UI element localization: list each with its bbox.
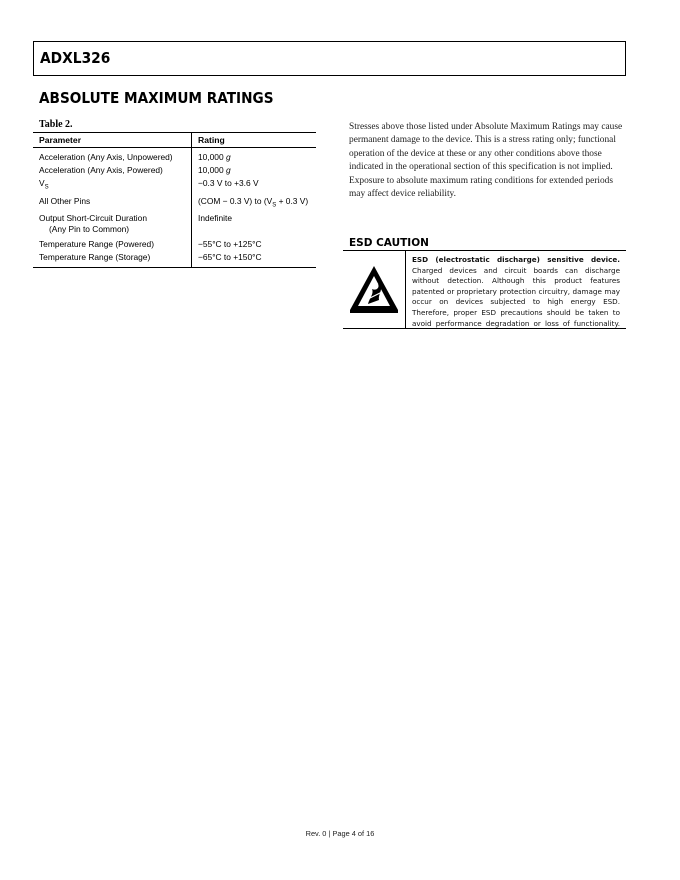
param-line-2: (Any Pin to Common) bbox=[49, 224, 130, 235]
param-cell: Acceleration (Any Axis, Unpowered) bbox=[33, 148, 192, 165]
table-row bbox=[33, 212, 316, 238]
page-footer: Rev. 0 | Page 4 of 16 bbox=[305, 829, 375, 838]
param-cell: All Other Pins bbox=[33, 195, 192, 213]
rating-cell: −55°C to +125°C bbox=[198, 239, 262, 250]
rating-cell: −0.3 V to +3.6 V bbox=[198, 178, 259, 188]
rating-pre: (COM − 0.3 V) to (V bbox=[198, 195, 273, 206]
rating-value: 10,000 bbox=[198, 165, 224, 175]
esd-caution-box bbox=[343, 250, 626, 329]
table-row bbox=[33, 177, 316, 195]
rating-cell: Indefinite bbox=[198, 213, 232, 224]
param-cell: Temperature Range (Storage) bbox=[33, 251, 192, 268]
header-rating: Rating bbox=[192, 133, 317, 148]
esd-warning-icon bbox=[348, 264, 400, 314]
esd-description bbox=[412, 255, 620, 329]
rating-subscript: S bbox=[272, 202, 277, 209]
table-row bbox=[33, 148, 316, 165]
table-caption: Table 2. bbox=[39, 119, 73, 130]
table-row bbox=[33, 238, 316, 251]
param-subscript: S bbox=[44, 184, 49, 191]
rating-cell bbox=[192, 148, 317, 165]
param-line-1: Output Short-Circuit Duration bbox=[39, 213, 147, 224]
esd-icon-cell bbox=[343, 251, 406, 328]
rating-unit: g bbox=[225, 165, 231, 175]
param-symbol: V bbox=[39, 178, 45, 188]
table-row bbox=[33, 164, 316, 177]
table-row bbox=[33, 251, 316, 268]
header-box bbox=[33, 41, 626, 76]
ratings-table bbox=[33, 132, 316, 268]
rating-cell: −65°C to +150°C bbox=[192, 251, 317, 268]
esd-heading: ESD CAUTION bbox=[349, 237, 429, 249]
rating-unit: g bbox=[225, 152, 231, 162]
rating-post: + 0.3 V) bbox=[276, 195, 309, 206]
section-title: ABSOLUTE MAXIMUM RATINGS bbox=[39, 89, 274, 107]
part-number-title: ADXL326 bbox=[40, 49, 111, 67]
param-cell: Acceleration (Any Axis, Powered) bbox=[33, 164, 192, 177]
esd-lead: ESD (electrostatic discharge) sensitive device. bbox=[412, 255, 620, 264]
rating-value: 10,000 bbox=[198, 152, 224, 162]
param-cell: Temperature Range (Powered) bbox=[33, 238, 192, 251]
table-row bbox=[33, 195, 316, 213]
rating-cell bbox=[192, 195, 317, 213]
param-cell bbox=[33, 212, 192, 238]
param-cell bbox=[33, 177, 192, 195]
table-header-row bbox=[33, 133, 316, 148]
rating-cell bbox=[192, 164, 317, 177]
esd-body: Charged devices and circuit boards can discharge without detection. Although this product features patented or proprietary protection circuitry, damage may occur on devices subjected to high energy ESD. Therefore, proper ESD precautions should be taken to avoid performance degradation or loss of functionality. bbox=[412, 265, 620, 328]
header-parameter: Parameter bbox=[33, 133, 192, 148]
stress-note: Stresses above those listed under Absolute Maximum Ratings may cause permanent damage to the device. This is a stress rating only; functional operation of the device at these or any other conditions above those indicated in the operational section of this specification is not implied. Exposure to absolute maximum rating conditions for extended periods may affect device reliability. bbox=[349, 122, 623, 200]
